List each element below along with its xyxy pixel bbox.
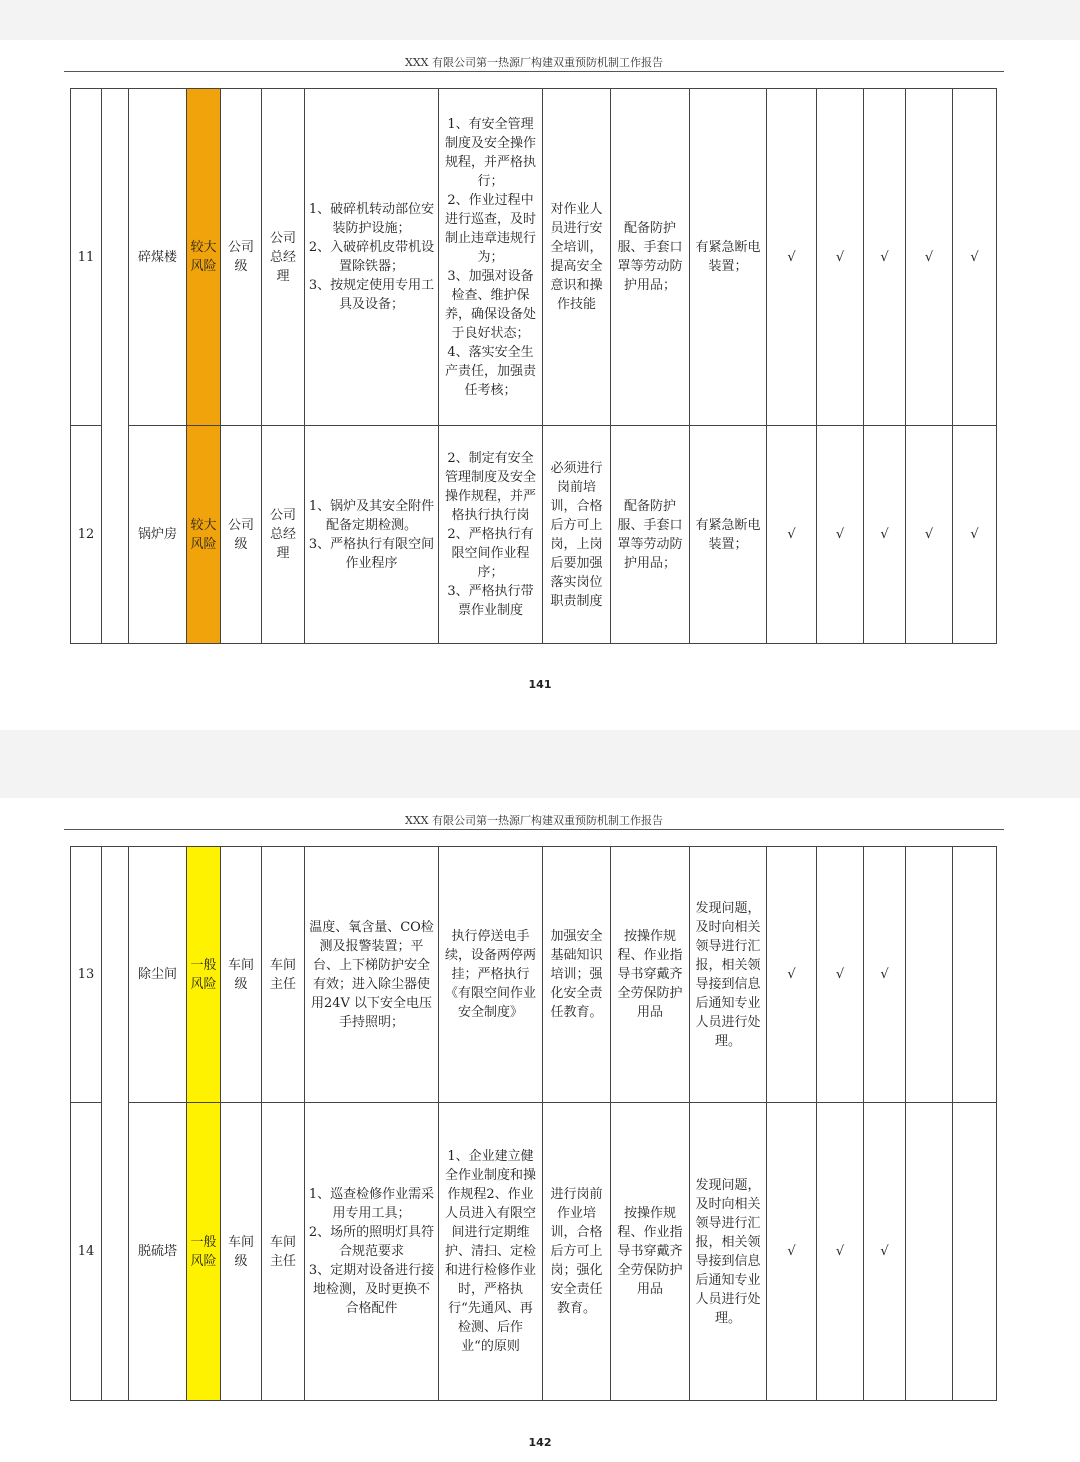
check-mark: √ [817, 1103, 864, 1401]
management-measures: 执行停送电手续，设备两停两挂；严格执行《有限空间作业安全制度》 [439, 847, 543, 1103]
check-mark: √ [817, 426, 864, 644]
ppe-measures: 按操作规程、作业指导书穿戴齐全劳保防护用品 [611, 1103, 690, 1401]
engineering-measures: 1、巡查检修作业需采用专用工具； 2、场所的照明灯具符合规范要求 3、定期对设备进行接地检测，及时更换不合格配件 [305, 1103, 439, 1401]
location-cell: 碎煤楼 [129, 89, 187, 426]
report-page-142 [0, 798, 1080, 1462]
page-number: 142 [528, 1436, 552, 1449]
ppe-measures: 按操作规程、作业指导书穿戴齐全劳保防护用品 [611, 847, 690, 1103]
check-mark: √ [767, 89, 817, 426]
management-measures: 1、有安全管理制度及安全操作规程，并严格执行； 2、作业过程中进行巡查，及时制止违章违规行为； 3、加强对设备检查、维护保养，确保设备处于良好状态； 4、落实安全生产责任，加强责任考核； [439, 89, 543, 426]
engineering-measures: 1、破碎机转动部位安装防护设施； 2、入破碎机皮带机设置除铁器； 3、按规定使用专用工具及设备； [305, 89, 439, 426]
emergency-measures: 有紧急断电装置； [690, 89, 767, 426]
risk-control-table [70, 846, 997, 1401]
responsible-cell: 车间主任 [262, 1103, 305, 1401]
check-mark: √ [864, 426, 906, 644]
table-row [71, 847, 997, 1103]
check-mark: √ [817, 847, 864, 1103]
risk-level-badge: 较大风险 [187, 89, 221, 426]
check-mark: √ [767, 426, 817, 644]
check-mark: √ [864, 89, 906, 426]
engineering-measures: 1、锅炉及其安全附件配备定期检测。 3、严格执行有限空间作业程序 [305, 426, 439, 644]
page-number: 141 [528, 678, 552, 691]
row-number: 14 [71, 1103, 102, 1401]
check-mark: √ [864, 847, 906, 1103]
management-measures: 2、制定有安全管理制度及安全操作规程，并严格执行执行岗2、严格执行有限空间作业程序； 3、严格执行带票作业制度 [439, 426, 543, 644]
blank-cell [102, 847, 129, 1401]
location-cell: 除尘间 [129, 847, 187, 1103]
check-mark [953, 1103, 997, 1401]
training-measures: 加强安全基础知识培训；强化安全责任教育。 [543, 847, 611, 1103]
row-number: 11 [71, 89, 102, 426]
responsible-cell: 公司总经理 [262, 426, 305, 644]
header-divider [64, 829, 1004, 830]
row-number: 12 [71, 426, 102, 644]
responsible-cell: 公司总经理 [262, 89, 305, 426]
check-mark: √ [906, 89, 953, 426]
engineering-measures: 温度、氧含量、CO检测及报警装置；平台、上下梯防护安全有效；进入除尘器使用24V 以下安全电压手持照明； [305, 847, 439, 1103]
row-number: 13 [71, 847, 102, 1103]
check-mark: √ [953, 426, 997, 644]
control-level-cell: 公司级 [221, 426, 262, 644]
training-measures: 进行岗前作业培训，合格后方可上岗；强化安全责任教育。 [543, 1103, 611, 1401]
check-mark [953, 847, 997, 1103]
emergency-measures: 发现问题，及时向相关领导进行汇报，相关领导接到信息后通知专业人员进行处理。 [690, 847, 767, 1103]
check-mark: √ [953, 89, 997, 426]
check-mark: √ [767, 1103, 817, 1401]
page-header-title: XXX 有限公司第一热源厂构建双重预防机制工作报告 [405, 814, 663, 827]
location-cell: 脱硫塔 [129, 1103, 187, 1401]
check-mark [906, 847, 953, 1103]
ppe-measures: 配备防护服、手套口罩等劳动防护用品； [611, 426, 690, 644]
control-level-cell: 公司级 [221, 89, 262, 426]
responsible-cell: 车间主任 [262, 847, 305, 1103]
emergency-measures: 有紧急断电装置； [690, 426, 767, 644]
table-row [71, 1103, 997, 1401]
page-header-title: XXX 有限公司第一热源厂构建双重预防机制工作报告 [405, 56, 663, 69]
risk-level-badge: 一般风险 [187, 1103, 221, 1401]
training-measures: 必须进行岗前培训，合格后方可上岗，上岗后要加强落实岗位职责制度 [543, 426, 611, 644]
check-mark: √ [767, 847, 817, 1103]
check-mark: √ [817, 89, 864, 426]
table-row [71, 89, 997, 426]
management-measures: 1、企业建立健全作业制度和操作规程2、作业人员进入有限空间进行定期维护、清扫、定检和进行检修作业时，严格执行“先通风、再检测、后作业“的原则 [439, 1103, 543, 1401]
emergency-measures: 发现问题，及时向相关领导进行汇报，相关领导接到信息后通知专业人员进行处理。 [690, 1103, 767, 1401]
risk-control-table [70, 88, 997, 644]
blank-cell [102, 89, 129, 644]
check-mark: √ [906, 426, 953, 644]
control-level-cell: 车间级 [221, 1103, 262, 1401]
check-mark [906, 1103, 953, 1401]
control-level-cell: 车间级 [221, 847, 262, 1103]
table-row [71, 426, 997, 644]
check-mark: √ [864, 1103, 906, 1401]
risk-level-badge: 较大风险 [187, 426, 221, 644]
training-measures: 对作业人员进行安全培训，提高安全意识和操作技能 [543, 89, 611, 426]
ppe-measures: 配备防护服、手套口罩等劳动防护用品； [611, 89, 690, 426]
report-page-141 [0, 40, 1080, 730]
risk-level-badge: 一般风险 [187, 847, 221, 1103]
header-divider [64, 71, 1004, 72]
location-cell: 锅炉房 [129, 426, 187, 644]
